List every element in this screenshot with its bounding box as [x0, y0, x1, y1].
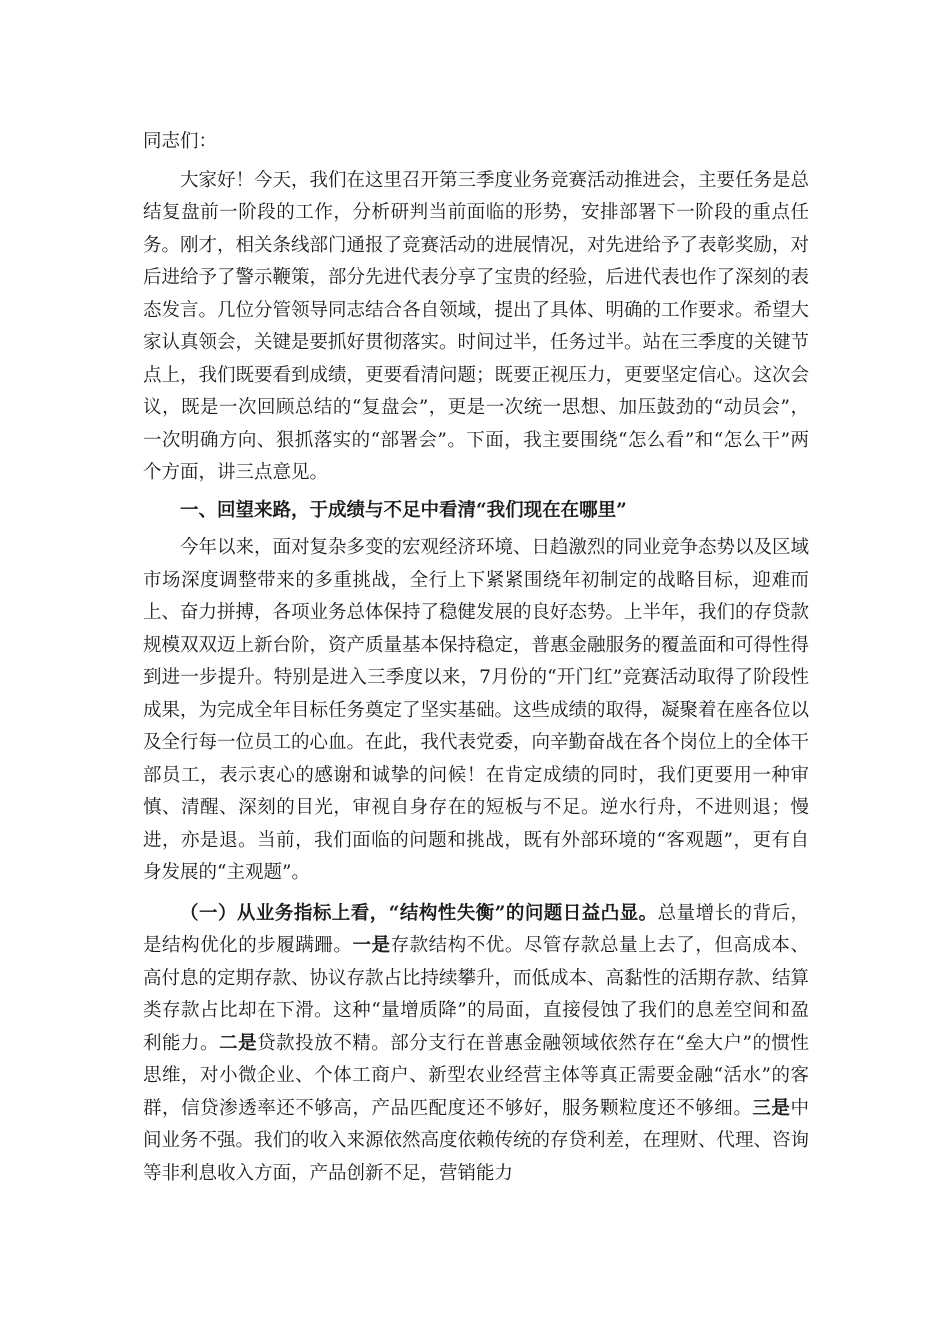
- point-one-label: 一是: [352, 935, 391, 956]
- point-one-text: 存款结构不优。尽管存款总量上去了，但高成本、高付息的定期存款、协议存款占比持续攀升，而低成本、高黏性的活期存款、结算类存款占比却在下滑。这种“量增质降”的局面，直接侵蚀了我们的息差空间和盈利能力。: [143, 935, 810, 1054]
- intro-paragraph: 大家好！今天，我们在这里召开第三季度业务竞赛活动推进会，主要任务是总结复盘前一阶段的工作，分析研判当前面临的形势，安排部署下一阶段的重点任务。刚才，相关条线部门通报了竞赛活动的进展情况，对先进给予了表彰奖励，对后进给予了警示鞭策，部分先进代表分享了宝贵的经验，后进代表也作了深刻的表态发言。几位分管领导同志结合各自领域，提出了具体、明确的工作要求。希望大家认真领会，关键是要抓好贯彻落实。时间过半，任务过半。站在三季度的关键节点上，我们既要看到成绩，更要看清问题；既要正视压力，更要坚定信心。这次会议，既是一次回顾总结的“复盘会”，更是一次统一思想、加压鼓劲的“动员会”，一次明确方向、狠抓落实的“部署会”。下面，我主要围绕“怎么看”和“怎么干”两个方面，讲三点意见。: [143, 169, 810, 483]
- salutation: 同志们：: [143, 131, 218, 152]
- point-two-label: 二是: [219, 1032, 258, 1054]
- point-three-label: 三是: [752, 1097, 791, 1119]
- point-three-text: 中间业务不强。我们的收入来源依然高度依赖传统的存贷利差，在理财、代理、咨询等非利息收入方面，产品创新不足，营销能力: [143, 1097, 810, 1184]
- point-two-text: 贷款投放不精。部分支行在普惠金融领域依然存在“垒大户”的惯性思维，对小微企业、个体工商户、新型农业经营主体等真正需要金融“活水”的客群，信贷渗透率还不够高，产品匹配度还不够好，服务颗粒度还不够细。: [143, 1032, 809, 1119]
- document-page: [143, 126, 809, 1190]
- section-one-heading: 一、回望来路，于成绩与不足中看清“我们现在在哪里”: [180, 499, 627, 521]
- subsection-one-paragraph: [143, 898, 809, 1191]
- subsection-one-heading: （一）从业务指标上看，“结构性失衡”的问题日益凸显。: [180, 902, 658, 924]
- section-one-paragraph: 今年以来，面对复杂多变的宏观经济环境、日趋激烈的同业竞争态势以及区域市场深度调整带来的多重挑战，全行上下紧紧围绕年初制定的战略目标，迎难而上、奋力拼搏，各项业务总体保持了稳健发展的良好态势。上半年，我们的存贷款规模双双迈上新台阶，资产质量基本保持稳定，普惠金融服务的覆盖面和可得性得到进一步提升。特别是进入三季度以来，7月份的“开门红”竞赛活动取得了阶段性成果，为完成全年目标任务奠定了坚实基础。这些成绩的取得，凝聚着在座各位以及全行每一位员工的心血。在此，我代表党委，向辛勤奋战在各个岗位上的全体干部员工，表示衷心的感谢和诚挚的问候！在肯定成绩的同时，我们更要用一种审慎、清醒、深刻的目光，审视自身存在的短板与不足。逆水行舟，不进则退；慢进，亦是退。当前，我们面临的问题和挑战，既有外部环境的“客观题”，更有自身发展的“主观题”。: [143, 537, 810, 883]
- subsection-one-lead: 总量增长的背后，是结构优化的步履蹒跚。: [143, 902, 809, 956]
